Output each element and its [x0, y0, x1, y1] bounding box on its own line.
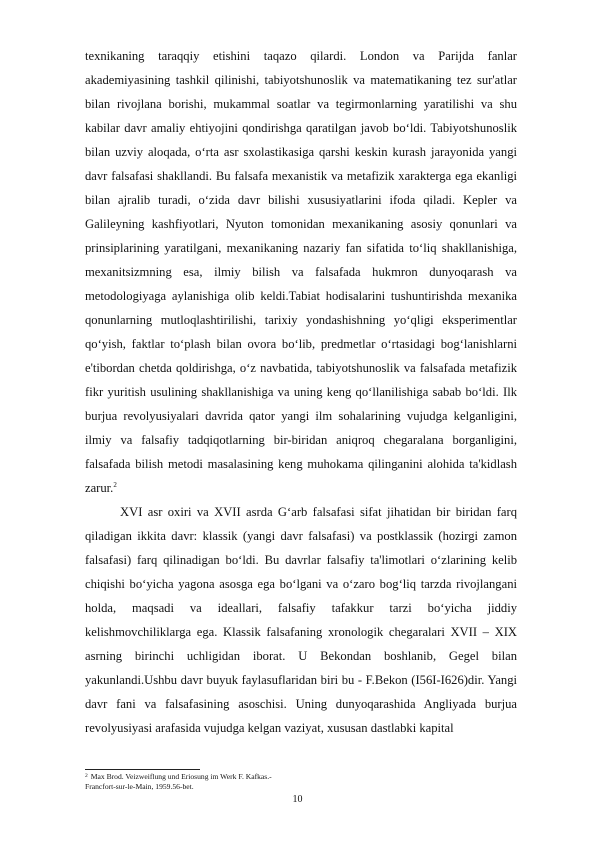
footnote-text-1: Max Brod. Veizweiflung und Eriosung im Werk F. Kafkas.-	[90, 772, 272, 781]
footnote-number: 2	[85, 773, 88, 779]
footnote-line-2: Francfort-sur-le-Main, 1959.56-bet.	[85, 782, 194, 791]
footnote-line-1	[85, 772, 517, 782]
footnote	[85, 772, 517, 792]
paragraph-1	[85, 44, 517, 500]
footnote-reference[interactable]: 2	[113, 481, 117, 489]
page-number: 10	[292, 794, 303, 805]
paragraph-1-text: texnikaning taraqqiy etishini taqazo qilardi. London va Parijda fanlar akademiyasining tashkil qilinishi, tabiyotshunoslik va matematikaning tez sur'atlar bilan rivojlana borishi, mukammal soatlar va tegirmonlarning yaratilishi va shu kabilar davr amaliy ehtiyojini qondirishga qaratilgan javob bo‘ldi. Tabiyotshunoslik bilan uzviy aloqada, o‘rta asr sxolastikasiga qarshi keskin kurash jarayonida yangi davr falsafasi shakllandi. Bu falsafa mexanistik va metafizik xarakterga ega ekanligi bilan ajralib turadi, o‘zida davr bilishi xususiyatlarini ifoda qiladi. Kepler va Galileyning kashfiyotlari, Nyuton tomonidan mexanikaning asosiy qonunlari va prinsiplarining yaratilgani, mexanikaning nazariy fan sifatida to‘liq shakllanishiga, mexanitsizmning esa, ilmiy bilish va falsafada hukmron dunyoqarash va metodologiyaga aylanishiga olib keldi.Tabiat hodisalarini tushuntirishda mexanika qonunlarning mutloqlashtirilishi, tarixiy yondashishning yo‘qligi eksperimentlar qo‘yish, faktlar to‘plash bilan ovora bo‘lib, predmetlar o‘rtasidagi bog‘lanishlarni e'tibordan chetda qoldirishga, o‘z navbatida, tabiyotshunoslik va falsafada metafizik fikr yuritish usulining shakllanishiga va uning keng qo‘llanilishiga sabab bo‘ldi. Ilk burjua revolyusiyalari davrida qator yangi ilm sohalarining vujudga kelganligini, ilmiy va falsafiy tadqiqotlarning bir-biridan aniqroq chegaralana borganligini, falsafada bilish metodi masalasining keng muhokama qilinganini alohida ta'kidlash zarur.	[85, 49, 517, 495]
footnote-divider	[85, 769, 200, 770]
page-body	[85, 44, 517, 740]
paragraph-2-text: XVI asr oxiri va XVII asrda G‘arb falsafasi sifat jihatidan bir biridan farq qiladigan ikkita davr: klassik (yangi davr falsafasi) va postklassik (hozirgi zamon falsafasi) farq qilinadigan bo‘ldi. Bu davrlar falsafiy ta'limotlari o‘zlarining kelib chiqishi bo‘yicha yagona asosga ega bo‘lgani va o‘zaro bog‘liq tarzda rivojlangani holda, maqsadi va ideallari, falsafiy tafakkur tarzi bo‘yicha jiddiy kelishmovchiliklarga ega. Klassik falsafaning xronologik chegaralari XVII – XIX asrning birinchi uchligidan iborat. U Bekondan boshlanib, Gegel bilan yakunlandi.Ushbu davr buyuk faylasuflaridan biri bu - F.Bekon (I56I-I626)dir. Yangi davr fani va falsafasining asoschisi. Uning dunyoqarashida Angliyada burjua revolyusiyasi arafasida vujudga kelgan vaziyat, xususan dastlabki kapital	[85, 505, 517, 735]
paragraph-2	[85, 500, 517, 740]
